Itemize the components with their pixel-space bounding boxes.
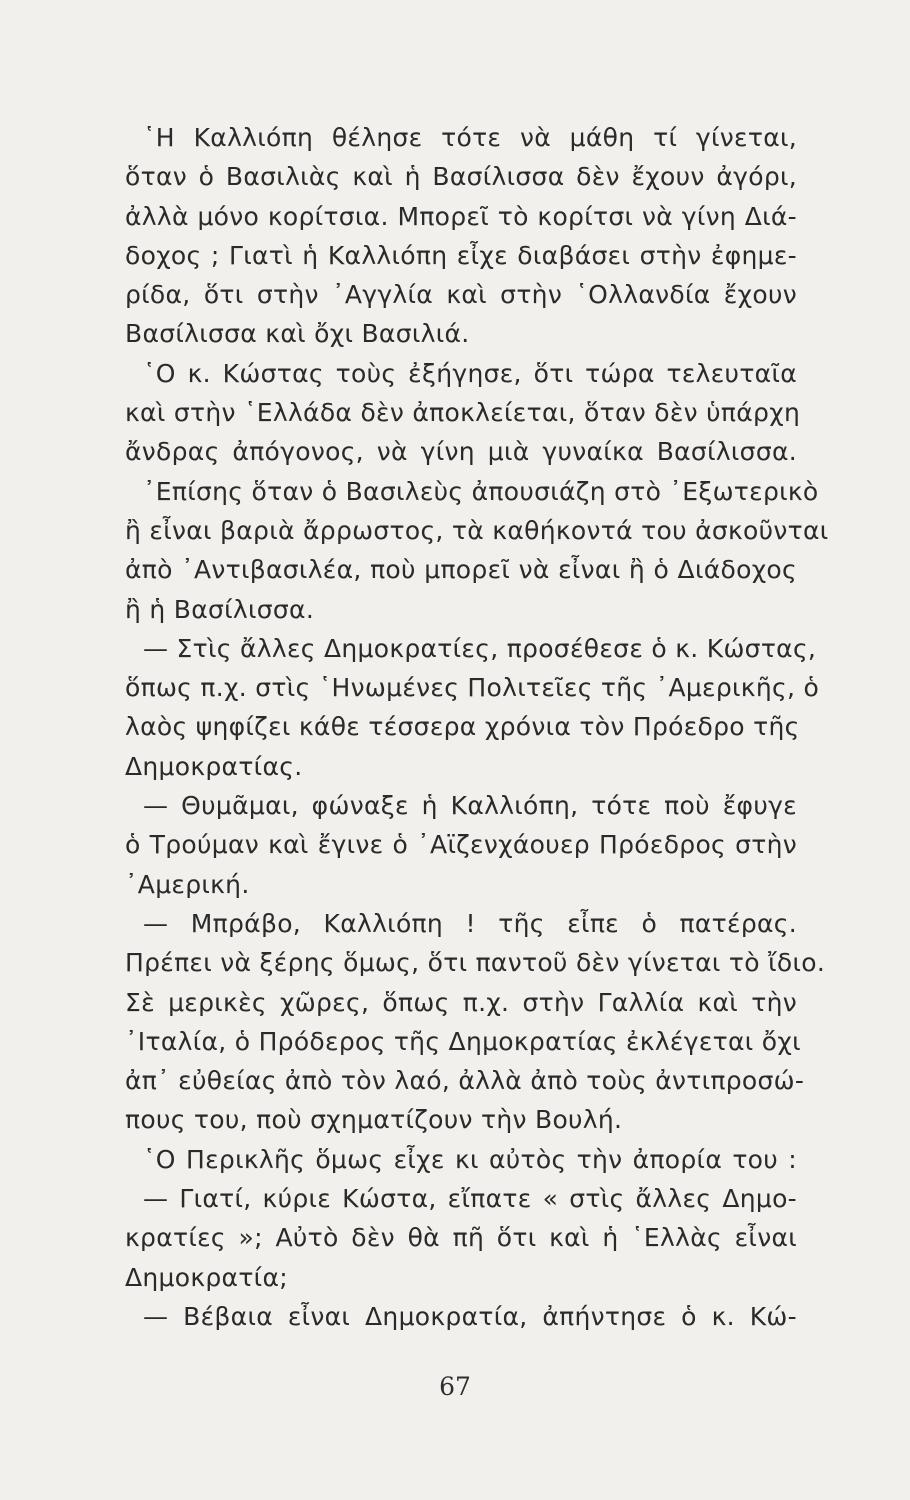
- body-text: [125, 118, 829, 1336]
- text-line: ἀπὸ ᾿Αντιβασιλέα, ποὺ μπορεῖ νὰ εἶναι ἢ ὁ Διάδοχος: [125, 555, 797, 585]
- text-line: ρίδα, ὅτι στὴν ᾿Αγγλία καὶ στὴν ῾Ολλανδία ἔχουν: [125, 280, 797, 310]
- text-line: καὶ στὴν ῾Ελλάδα δὲν ἀποκλείεται, ὅταν δὲν ὑπάρχη: [125, 398, 801, 428]
- text-line: Πρέπει νὰ ξέρης ὅμως, ὅτι παντοῦ δὲν γίνεται τὸ ἴδιο.: [125, 948, 826, 978]
- text-line: — Στὶς ἄλλες Δημοκρατίες, προσέθεσε ὁ κ. Κώστας,: [143, 633, 817, 663]
- text-line: Δημοκρατίας.: [125, 751, 303, 781]
- text-line: ἀπ᾿ εὐθείας ἀπὸ τὸν λαό, ἀλλὰ ἀπὸ τοὺς ἀντιπροσώ-: [125, 1066, 805, 1096]
- text-line: ᾿Επίσης ὅταν ὁ Βασιλεὺς ἀπουσιάζη στὸ ᾿Εξωτερικὸ: [143, 476, 819, 506]
- text-line: ᾿Ιταλία, ὁ Πρόδερος τῆς Δημοκρατίας ἐκλέγεται ὄχι: [125, 1026, 801, 1056]
- text-line: — Θυμᾶμαι, φώναξε ἡ Καλλιόπη, τότε ποὺ ἔφυγε: [143, 791, 797, 821]
- text-line: ῾Ο Περικλῆς ὅμως εἶχε κι αὐτὸς τὴν ἀπορία του :: [143, 1144, 797, 1174]
- text-line: ὁ Τρούμαν καὶ ἔγινε ὁ ᾿Αϊζενχάουερ Πρόεδρος στὴν: [125, 830, 797, 860]
- text-line: ὅπως π.χ. στὶς ῾Ηνωμένες Πολιτεῖες τῆς ᾿Αμερικῆς, ὁ: [125, 673, 820, 703]
- text-line: κρατίες »; Αὐτὸ δὲν θὰ πῆ ὅτι καὶ ἡ ῾Ελλὰς εἶναι: [125, 1223, 797, 1253]
- text-line: ἢ εἶναι βαριὰ ἄρρωστος, τὰ καθήκοντά του ἀσκοῦνται: [125, 515, 829, 545]
- text-line: Σὲ μερικὲς χῶρες, ὅπως π.χ. στὴν Γαλλία καὶ τὴν: [125, 987, 797, 1017]
- text-line: Δημοκρατία;: [125, 1262, 288, 1292]
- text-line: ῾Η Καλλιόπη θέλησε τότε νὰ μάθη τί γίνεται,: [143, 123, 797, 152]
- text-line: ἀλλὰ μόνο κορίτσια. Μπορεῖ τὸ κορίτσι νὰ γίνη Διά-: [125, 201, 797, 231]
- text-line: — Μπράβο, Καλλιόπη ! τῆς εἶπε ὁ πατέρας.: [143, 908, 797, 938]
- text-line: πους του, ποὺ σχηματίζουν τὴν Βουλή.: [125, 1105, 623, 1135]
- page-number: 67: [439, 1372, 471, 1401]
- text-line: ἢ ἡ Βασίλισσα.: [125, 594, 315, 624]
- text-line: Βασίλισσα καὶ ὄχι Βασιλιά.: [125, 319, 470, 349]
- text-line: ᾿Αμερική.: [125, 869, 250, 899]
- text-line: λαὸς ψηφίζει κάθε τέσσερα χρόνια τὸν Πρόεδρο τῆς: [125, 712, 800, 742]
- text-line: δοχος ; Γιατὶ ἡ Καλλιόπη εἶχε διαβάσει στὴν ἐφημε-: [125, 240, 797, 270]
- text-line: — Γιατί, κύριε Κώστα, εἴπατε « στὶς ἄλλες Δημο-: [143, 1184, 797, 1214]
- text-line: ἄνδρας ἀπόγονος, νὰ γίνη μιὰ γυναίκα Βασίλισσα.: [125, 437, 797, 467]
- text-line: — Βέβαια εἶναι Δημοκρατία, ἀπήντησε ὁ κ. Κώ-: [143, 1301, 797, 1331]
- text-line: ὅταν ὁ Βασιλιὰς καὶ ἡ Βασίλισσα δὲν ἔχουν ἀγόρι,: [125, 162, 797, 192]
- text-line: ῾Ο κ. Κώστας τοὺς ἐξήγησε, ὅτι τώρα τελευταῖα: [143, 358, 797, 388]
